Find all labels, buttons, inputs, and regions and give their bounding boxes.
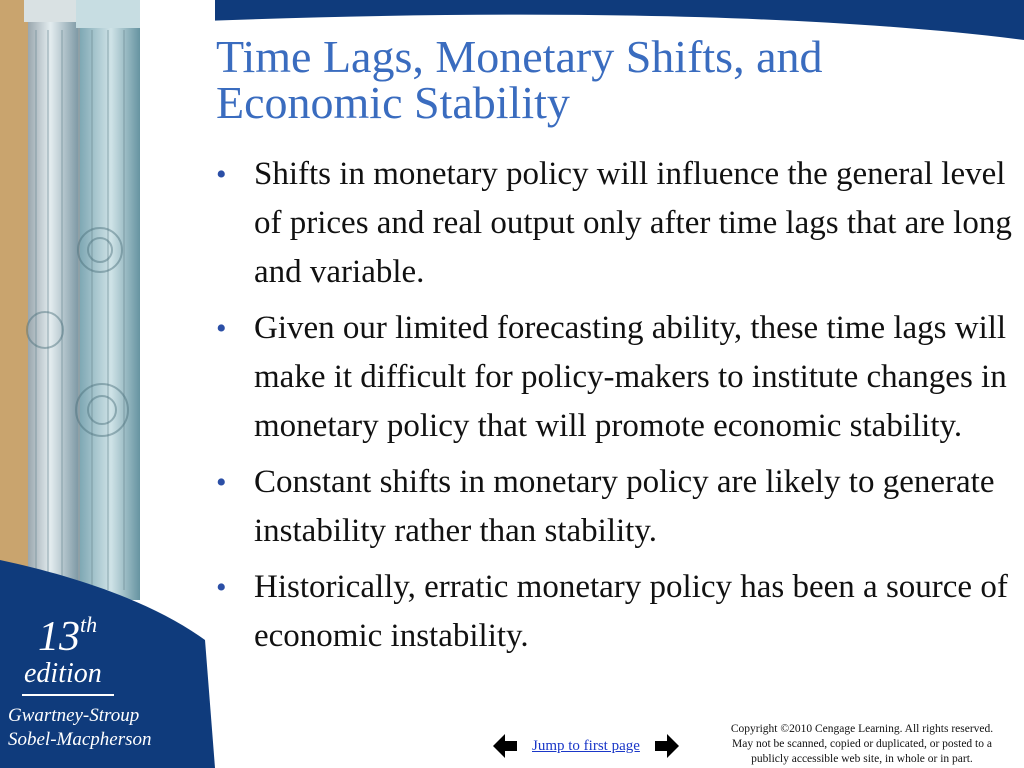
bullet-text: Historically, erratic monetary policy has been a source of economic instability. (254, 569, 1008, 654)
authors-line-2: Sobel-Macpherson (8, 729, 152, 750)
edition-number-text: 13 (38, 614, 80, 660)
bullet-item (212, 304, 1012, 451)
jump-to-first-page-link[interactable]: Jump to first page (532, 737, 640, 754)
edition-divider (22, 694, 114, 696)
copyright-line-1: Copyright ©2010 Cengage Learning. All rights reserved. (730, 723, 994, 735)
bullet-marker: • (216, 571, 227, 604)
bullet-marker: • (216, 158, 227, 191)
title-line-1: Time Lags, Monetary Shifts, and (216, 31, 823, 82)
bullet-marker: • (216, 312, 227, 345)
copyright-notice (704, 722, 1020, 767)
bullet-item (212, 458, 1012, 556)
right-arrow-icon[interactable] (654, 733, 680, 759)
bullet-text: Constant shifts in monetary policy are likely to generate instability rather than stability. (254, 464, 995, 549)
copyright-line-3: publicly accessible web site, in whole or in part. (751, 753, 973, 765)
bullet-text: Shifts in monetary policy will influence the general level of prices and real output only after time lags that are long and variable. (254, 156, 1012, 290)
title-line-2: Economic Stability (216, 77, 570, 128)
authors-line-1: Gwartney-Stroup (8, 705, 140, 726)
decorative-column-panel (0, 0, 215, 768)
copyright-line-2: May not be scanned, copied or duplicated, or posted to a (732, 738, 992, 750)
bullet-text: Given our limited forecasting ability, these time lags will make it difficult for policy-makers to institute changes in monetary policy that will promote economic stability. (254, 310, 1007, 444)
authors (8, 704, 152, 752)
bullet-list (212, 150, 1012, 668)
bullet-marker: • (216, 466, 227, 499)
edition-word: edition (24, 658, 102, 689)
slide-title (216, 31, 1006, 128)
edition-suffix: th (80, 612, 98, 637)
bullet-item (212, 150, 1012, 297)
edition-number (38, 612, 97, 661)
slide-navigation (492, 732, 680, 760)
bullet-item (212, 563, 1012, 661)
left-arrow-icon[interactable] (492, 733, 518, 759)
